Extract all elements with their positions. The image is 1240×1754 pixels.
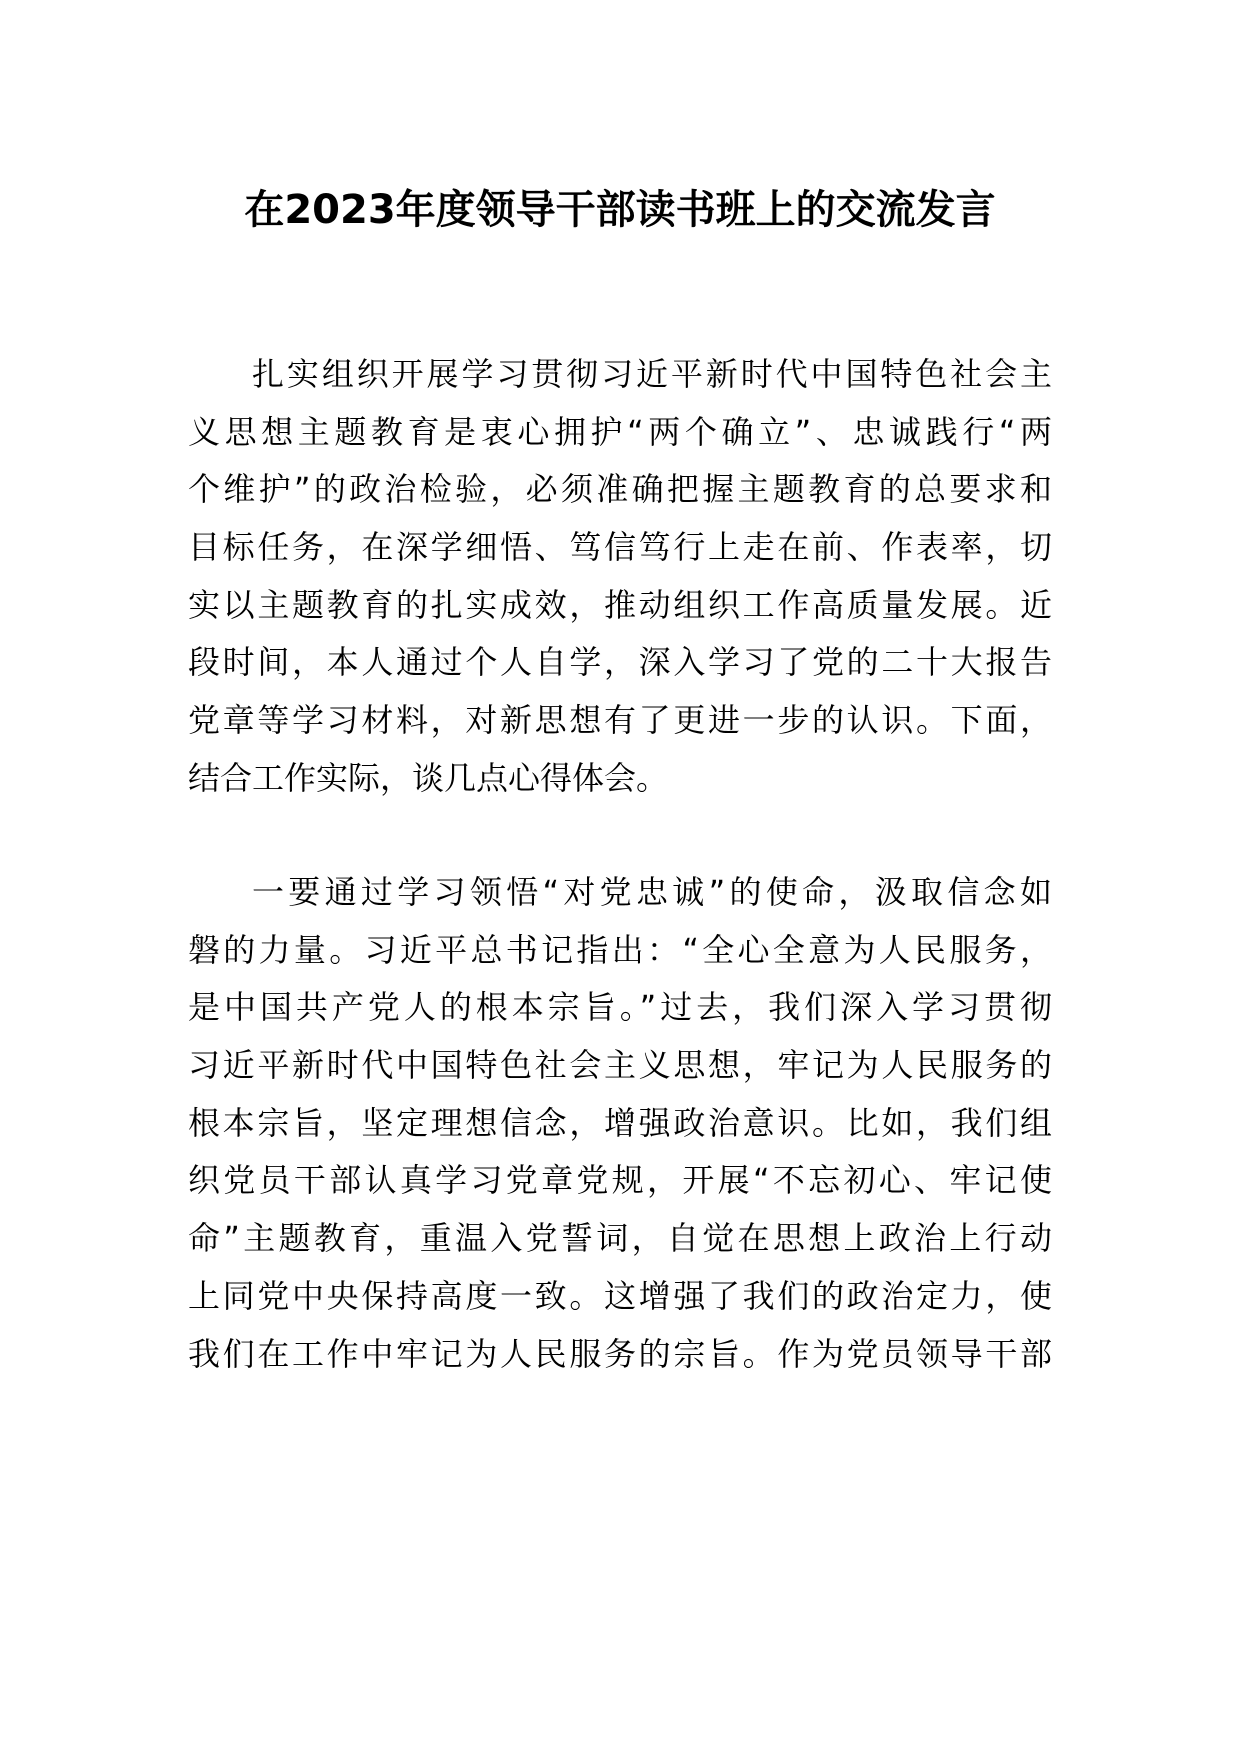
text-line: 扎实组织开展学习贯彻习近平新时代中国特色社会主 — [252, 355, 1052, 393]
paragraph-intro — [188, 346, 1052, 808]
text-line: 结合工作实际，谈几点心得体会。 — [188, 758, 669, 797]
text-line: 我们在工作中牢记为人民服务的宗旨。作为党员领导干部 — [188, 1334, 1052, 1373]
text-line: 是中国共产党人的根本宗旨。”过去，我们深入学习贯彻 — [188, 988, 1052, 1027]
paragraph-point-one — [188, 864, 1052, 1383]
text-line: 织党员干部认真学习党章党规，开展“不忘初心、牢记使 — [188, 1161, 1052, 1200]
text-line: 目标任务，在深学细悟、笃信笃行上走在前、作表率，切 — [188, 528, 1052, 567]
text-line: 实以主题教育的扎实成效，推动组织工作高质量发展。近 — [188, 585, 1052, 624]
text-line: 个维护”的政治检验，必须准确把握主题教育的总要求和 — [188, 470, 1052, 509]
text-line: 磐的力量。习近平总书记指出：“全心全意为人民服务， — [188, 930, 1052, 969]
text-line: 习近平新时代中国特色社会主义思想，牢记为人民服务的 — [188, 1046, 1052, 1085]
text-line: 命”主题教育，重温入党誓词，自觉在思想上政治上行动 — [188, 1219, 1052, 1258]
text-line: 根本宗旨，坚定理想信念，增强政治意识。比如，我们组 — [188, 1103, 1052, 1142]
text-line: 党章等学习材料，对新思想有了更进一步的认识。下面， — [188, 701, 1052, 740]
text-line: 段时间，本人通过个人自学，深入学习了党的二十大报告 — [188, 643, 1052, 682]
text-line: 一要通过学习领悟“对党忠诚”的使命，汲取信念如 — [252, 873, 1052, 911]
text-line: 上同党中央保持高度一致。这增强了我们的政治定力，使 — [188, 1276, 1052, 1315]
document-title: 在2023年度领导干部读书班上的交流发言 — [244, 187, 996, 233]
text-line: 义思想主题教育是衷心拥护“两个确立”、忠诚践行“两 — [188, 412, 1052, 451]
